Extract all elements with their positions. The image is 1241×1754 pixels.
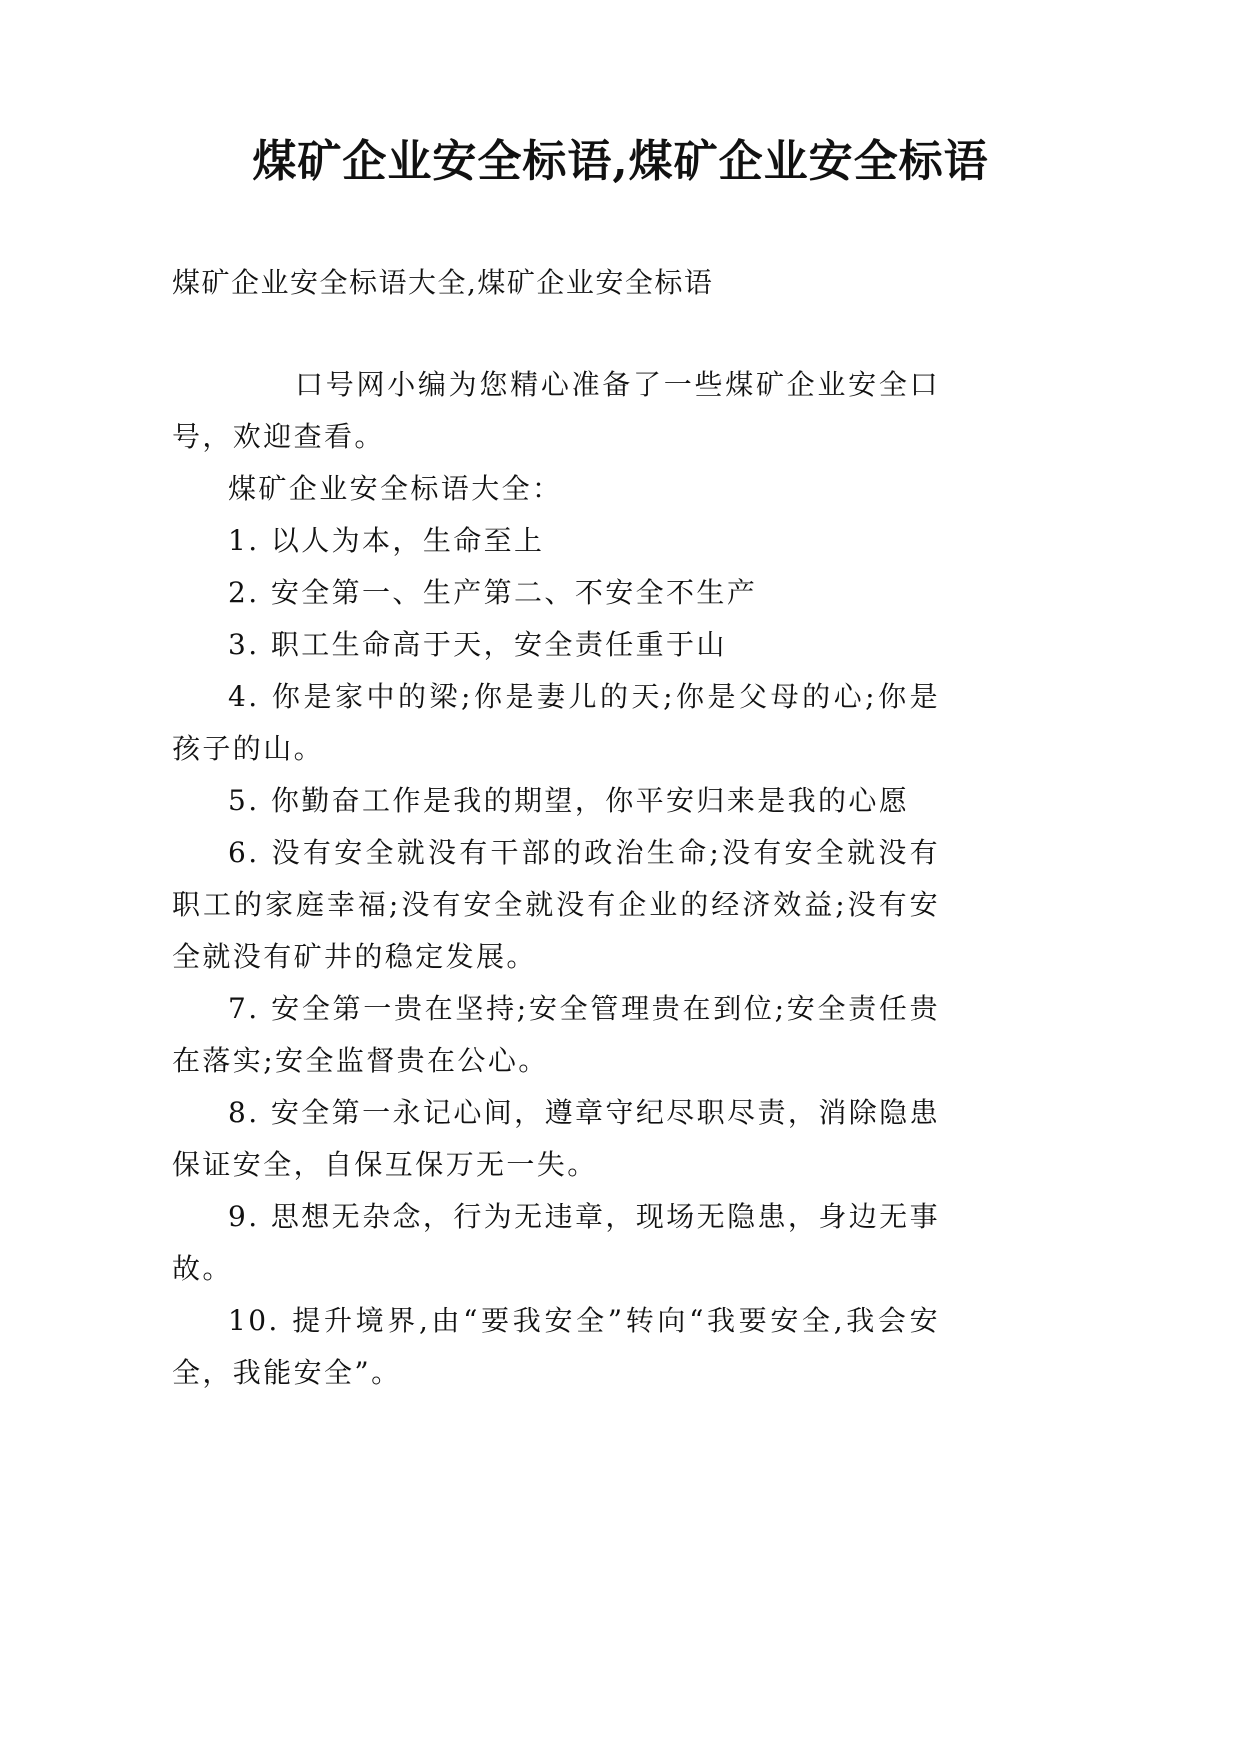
list-item: 3. 职工生命高于天，安全责任重于山 [228,628,727,661]
document-body [172,359,940,1399]
list-item: 1. 以人为本，生命至上 [228,524,545,557]
list-item: 8. 安全第一永记心间，遵章守纪尽职尽责，消除隐患保证安全，自保互保万无一失。 [172,1096,940,1181]
intro-paragraph: 口号网小编为您精心准备了一些煤矿企业安全口号，欢迎查看。 [172,368,940,453]
list-item: 9. 思想无杂念，行为无违章，现场无隐患，身边无事故。 [172,1200,940,1285]
list-item: 10. 提升境界,由“要我安全”转向“我要安全,我会安全，我能安全”。 [172,1304,940,1389]
list-item: 7. 安全第一贵在坚持;安全管理贵在到位;安全责任贵在落实;安全监督贵在公心。 [172,992,940,1077]
document-subtitle: 煤矿企业安全标语大全,煤矿企业安全标语 [172,266,714,299]
list-item: 6. 没有安全就没有干部的政治生命;没有安全就没有职工的家庭幸福;没有安全就没有企业的经济效益;没有安全就没有矿井的稳定发展。 [172,836,940,973]
list-heading: 煤矿企业安全标语大全： [228,472,563,505]
list-item: 4. 你是家中的梁;你是妻儿的天;你是父母的心;你是孩子的山。 [172,680,940,765]
list-item: 5. 你勤奋工作是我的期望，你平安归来是我的心愿 [228,784,910,817]
page-title: 煤矿企业安全标语,煤矿企业安全标语 [252,136,989,187]
list-item: 2. 安全第一、生产第二、不安全不生产 [228,576,758,609]
